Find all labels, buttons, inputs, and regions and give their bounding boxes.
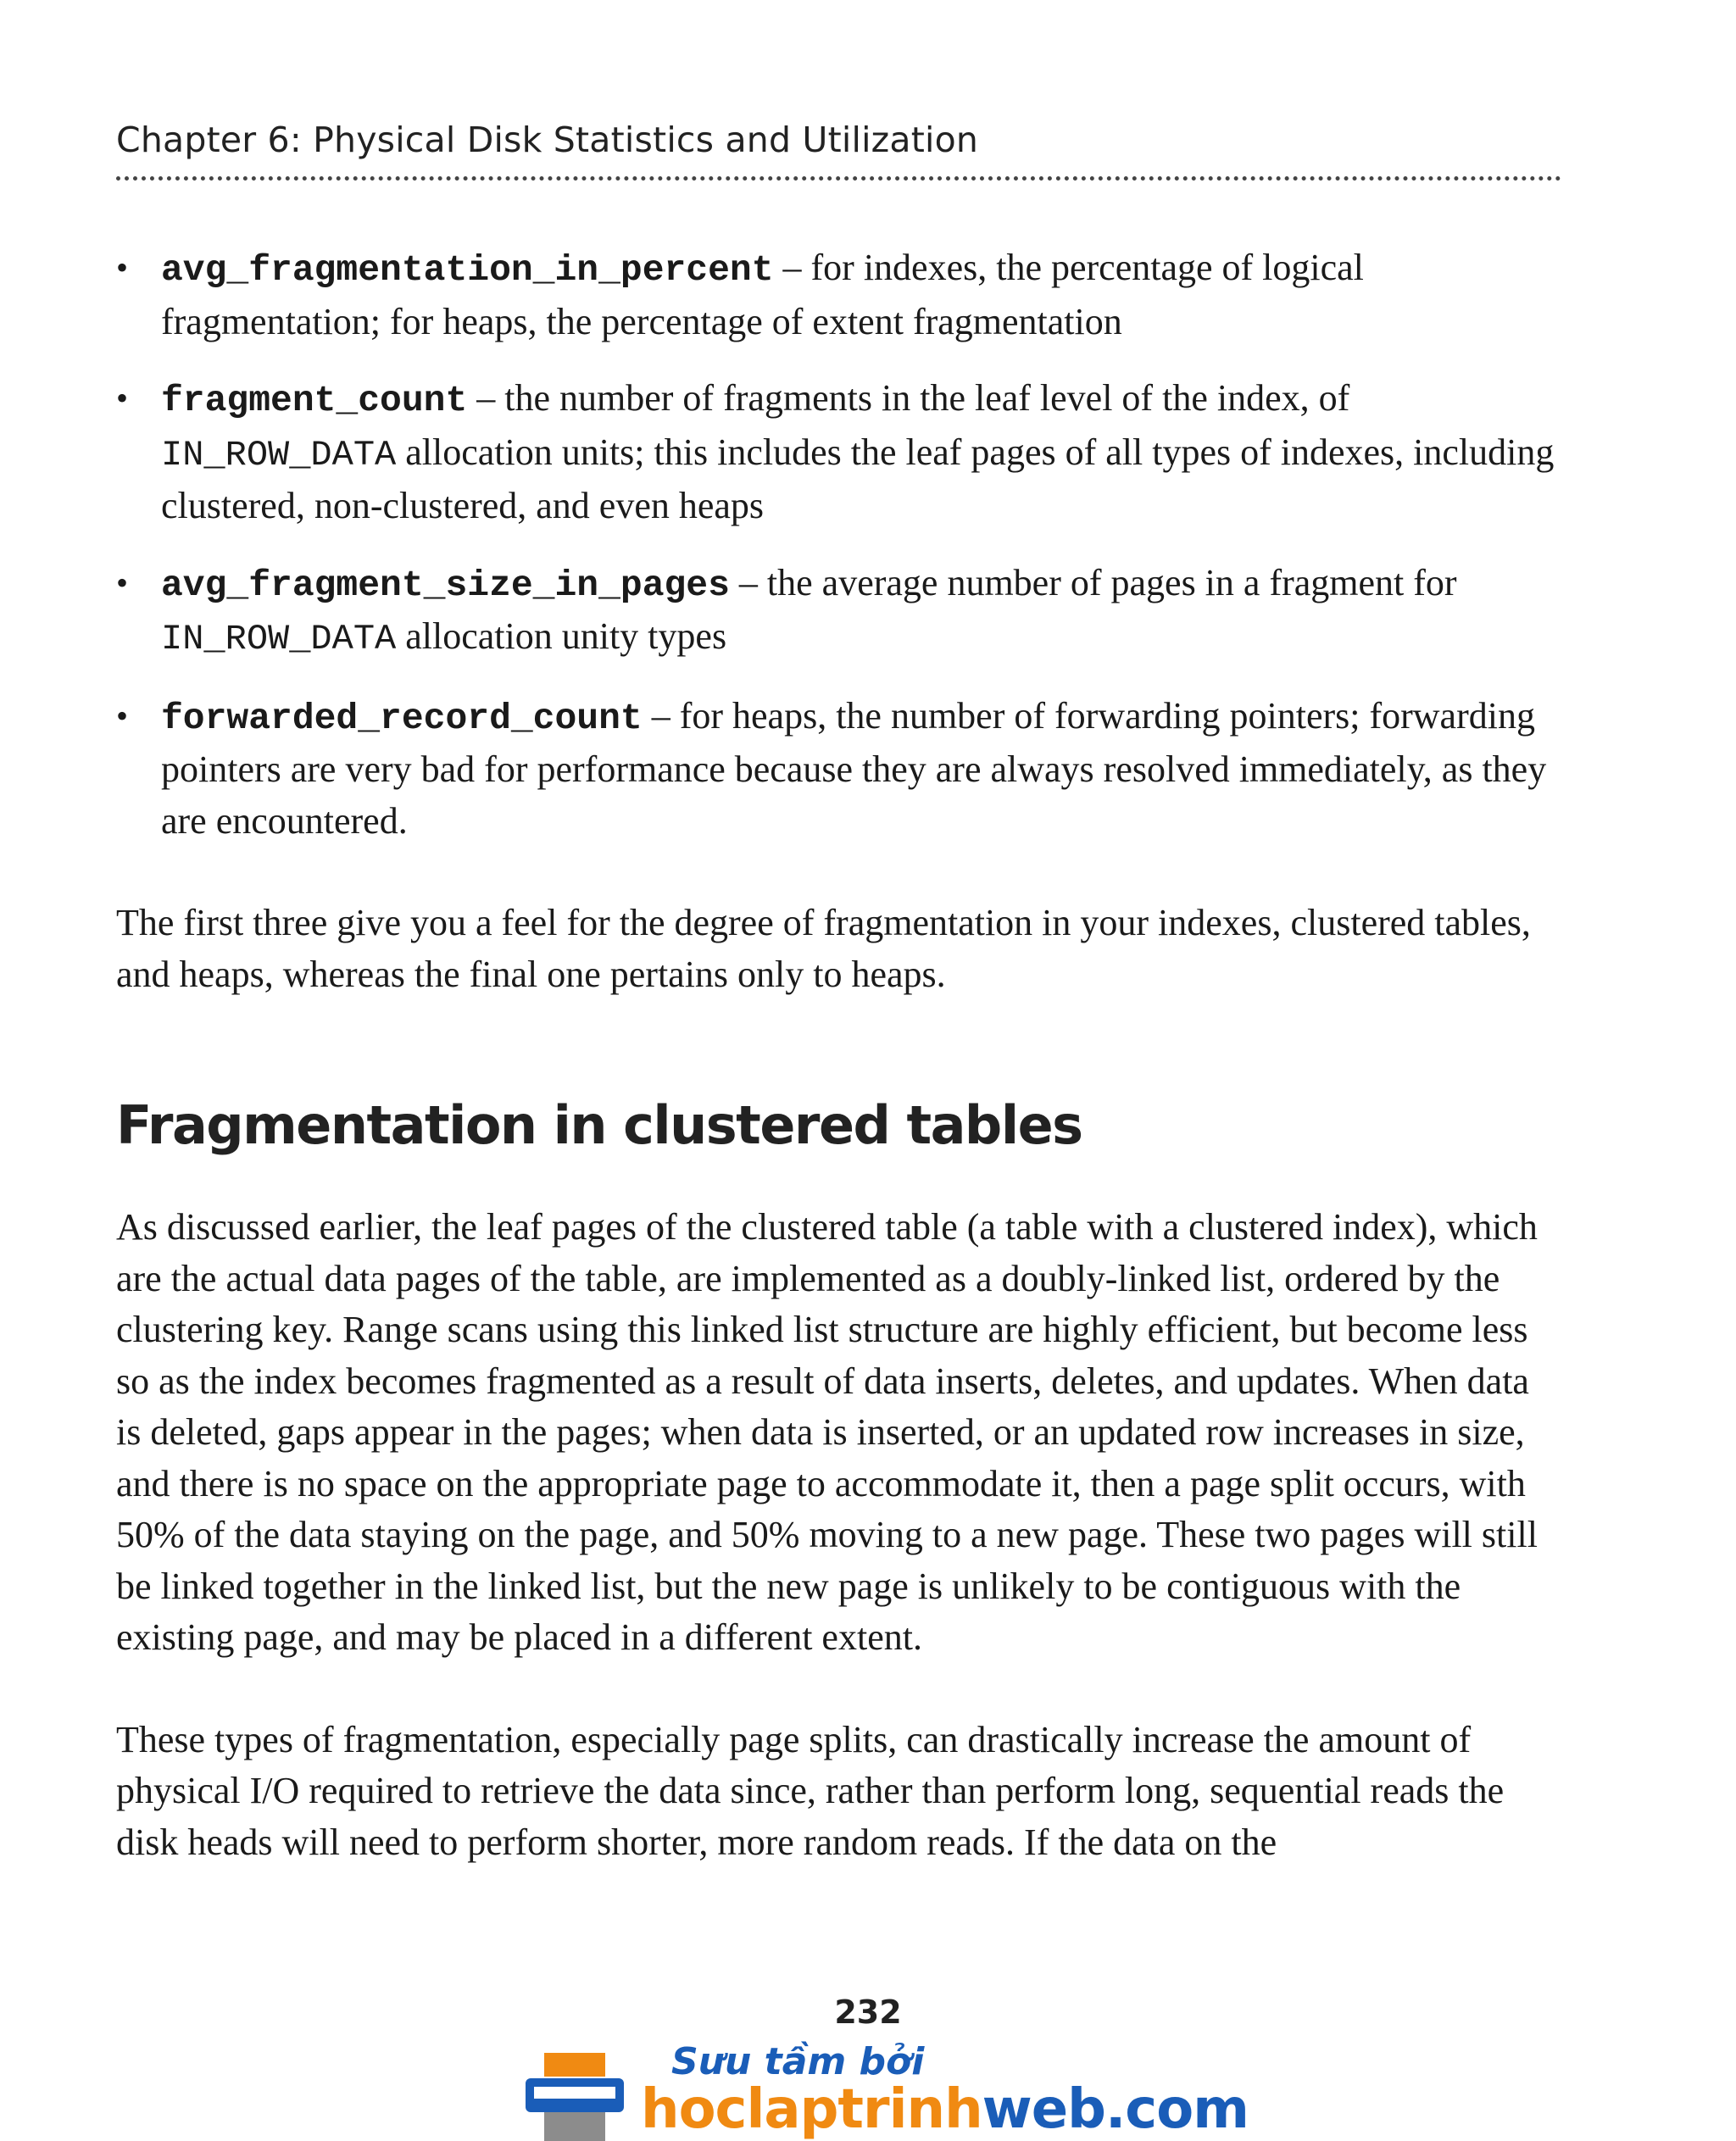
- definition-term: avg_fragmentation_in_percent: [161, 249, 774, 291]
- header-dotted-rule: [116, 176, 1561, 181]
- definition-term: fragment_count: [161, 380, 468, 421]
- bullet-icon: •: [116, 379, 129, 417]
- running-header: Chapter 6: Physical Disk Statistics and Utilization: [116, 120, 979, 160]
- body-paragraph: These types of fragmentation, especially page splits, can drastically increase the amount of physical I/O required to retrieve the data since, rather than perform long, sequential reads the disk heads will need to perform shorter, more random reads. If the data on the: [116, 1718, 1505, 1863]
- watermark-site-part2: web.com: [982, 2078, 1249, 2141]
- summary-paragraph: The first three give you a feel for the degree of fragmentation in your indexes, clustered tables, and heaps, whereas the final one pertains only to heaps.: [116, 902, 1531, 995]
- definition-text: allocation unity types: [396, 615, 727, 657]
- definition-list: [116, 242, 1561, 847]
- list-item: [116, 242, 1561, 348]
- bullet-icon: •: [116, 696, 129, 735]
- definition-text: – the average number of pages in a fragment for: [729, 561, 1457, 603]
- definition-text: – the number of fragments in the leaf level of the index, of: [467, 377, 1350, 419]
- definition-text: – for indexes, the percentage of logical fragmentation; for heaps, the percentage of extent fragmentation: [161, 247, 1364, 342]
- bullet-icon: •: [116, 248, 129, 286]
- inline-code: IN_ROW_DATA: [161, 619, 397, 659]
- watermark-site-part1: hoclaptrinh: [641, 2078, 982, 2141]
- list-item: [116, 691, 1561, 848]
- page-number: 232: [834, 1994, 902, 2031]
- printer-logo-icon: [526, 2053, 624, 2141]
- definition-text: allocation units; this includes the leaf pages of all types of indexes, including clustered, non-clustered, and even heaps: [161, 431, 1555, 526]
- definition-term: avg_fragment_size_in_pages: [161, 564, 730, 606]
- bullet-icon: •: [116, 563, 129, 602]
- definition-text: – for heaps, the number of forwarding pointers; forwarding pointers are very bad for performance because they are always resolved immediately, as they are encountered.: [161, 694, 1547, 842]
- list-item: [116, 373, 1561, 532]
- body-paragraph: As discussed earlier, the leaf pages of the clustered table (a table with a clustered index), which are the actual data pages of the table, are implemented as a doubly-linked list, ordered by the clustering key. Range scans using this linked list structure are highly efficient, but become less so as the index becomes fragmented as a result of data inserts, deletes, and updates. When data is deleted, gaps appear in the pages; when data is inserted, or an updated row increases in size, and there is no space on the appropriate page to accommodate it, then a page split occurs, with 50% of the data staying on the page, and 50% moving to a new page. These two pages will still be linked together in the linked list, but the new page is unlikely to be contiguous with the existing page, and may be placed in a different extent.: [116, 1206, 1538, 1658]
- watermark-tagline: Sưu tầm bởi: [671, 2040, 925, 2083]
- watermark-site-name: [641, 2078, 1249, 2141]
- page-body: [116, 242, 1561, 1868]
- definition-term: forwarded_record_count: [161, 697, 643, 739]
- section-heading: Fragmentation in clustered tables: [116, 1094, 1082, 1156]
- list-item: [116, 558, 1561, 665]
- watermark: [526, 2040, 1249, 2141]
- inline-code: IN_ROW_DATA: [161, 434, 397, 475]
